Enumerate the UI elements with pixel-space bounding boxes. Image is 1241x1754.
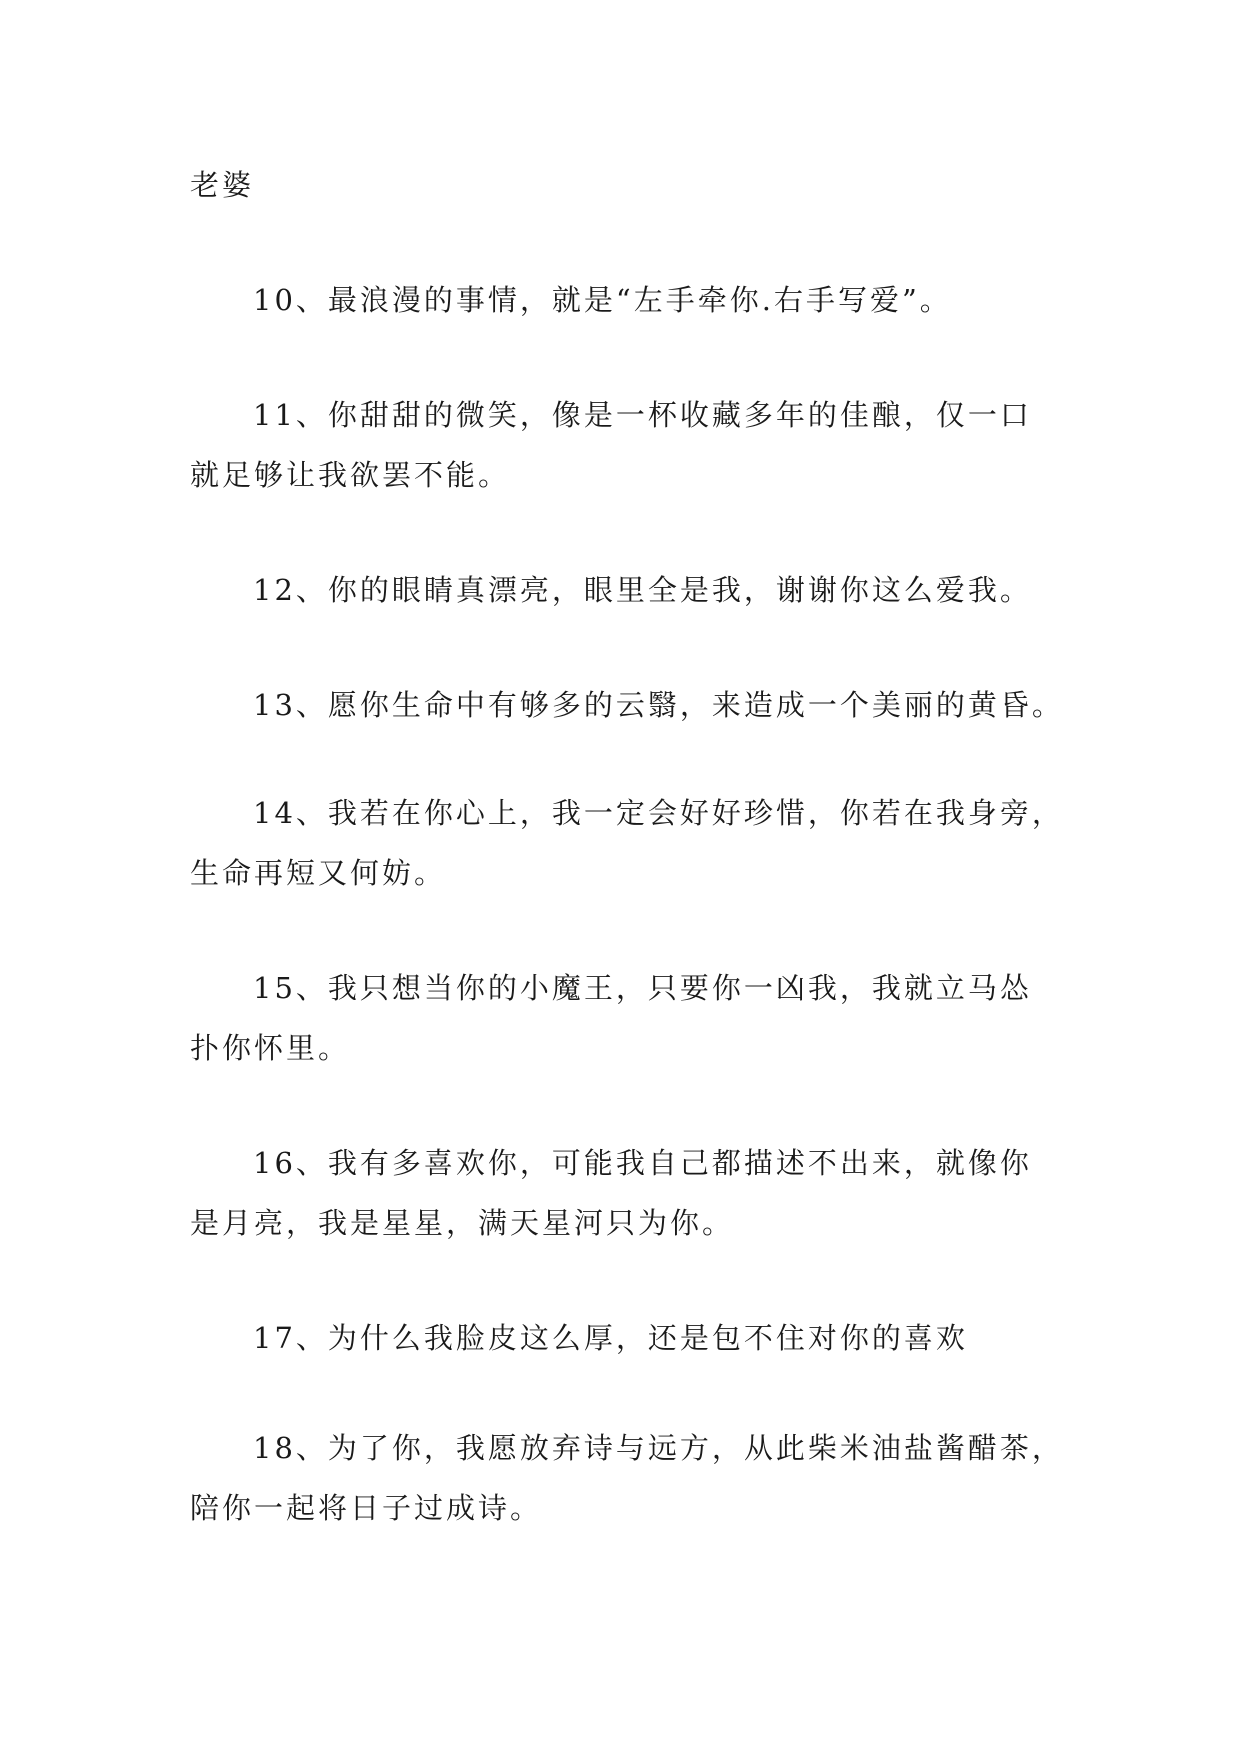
paragraph-14-line-1: 14、我若在你心上，我一定会好好珍惜，你若在我身旁， (253, 796, 1064, 830)
paragraph-15-line-1: 15、我只想当你的小魔王，只要你一凶我，我就立马怂 (253, 971, 1032, 1005)
paragraph-18-line-1: 18、为了你，我愿放弃诗与远方，从此柴米油盐酱醋茶， (253, 1431, 1064, 1465)
heading: 老婆 (190, 168, 255, 202)
paragraph-16-line-1: 16、我有多喜欢你，可能我自己都描述不出来，就像你 (253, 1146, 1032, 1180)
paragraph-14-line-2: 生命再短又何妨。 (190, 856, 447, 890)
paragraph-18-line-2: 陪你一起将日子过成诗。 (190, 1491, 543, 1525)
paragraph-10-line-1: 10、最浪漫的事情，就是“左手牵你.右手写爱”。 (253, 283, 952, 317)
paragraph-12-line-1: 12、你的眼睛真漂亮，眼里全是我，谢谢你这么爱我。 (253, 573, 1032, 607)
paragraph-16-line-2: 是月亮，我是星星，满天星河只为你。 (190, 1206, 735, 1240)
paragraph-11-line-1: 11、你甜甜的微笑，像是一杯收藏多年的佳酿，仅一口 (253, 398, 1032, 432)
paragraph-13-line-1: 13、愿你生命中有够多的云翳，来造成一个美丽的黄昏。 (253, 688, 1064, 722)
paragraph-11-line-2: 就足够让我欲罢不能。 (190, 458, 511, 492)
paragraph-17-line-1: 17、为什么我脸皮这么厚，还是包不住对你的喜欢 (253, 1321, 968, 1355)
paragraph-15-line-2: 扑你怀里。 (190, 1031, 351, 1065)
